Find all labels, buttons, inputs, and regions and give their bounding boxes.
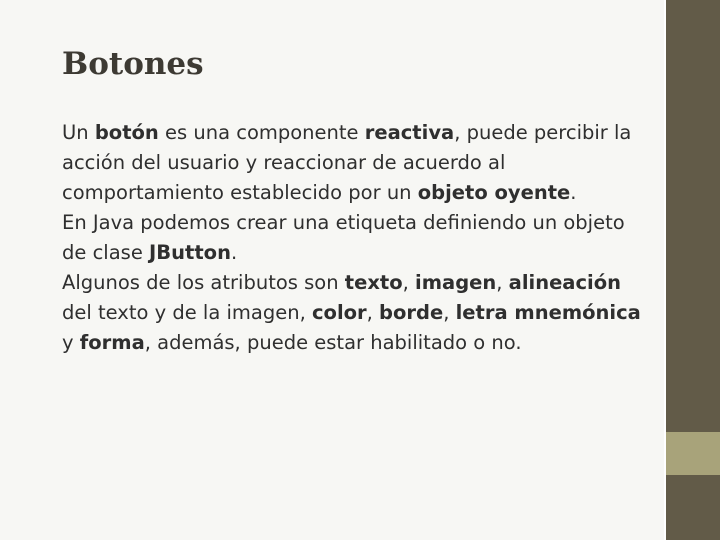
bold-text-segment: letra mnemónica <box>455 301 641 324</box>
text-segment: Un <box>62 121 95 144</box>
paragraph-2 <box>62 208 652 268</box>
text-segment: Algunos de los atributos son <box>62 271 345 294</box>
text-segment: , puede percibir la acción del usuario y reaccionar de acuerdo al comportamiento establecido por un <box>62 121 632 204</box>
bold-text-segment: alineación <box>508 271 621 294</box>
slide-body <box>62 118 652 358</box>
bold-text-segment: botón <box>94 121 159 144</box>
text-segment: En Java podemos crear una etiqueta definiendo un objeto de clase <box>62 211 625 264</box>
sidebar-dark-band <box>666 0 720 432</box>
bold-text-segment: objeto oyente <box>417 181 571 204</box>
text-segment: es una componente <box>158 121 365 144</box>
bold-text-segment: JButton <box>149 241 231 264</box>
text-segment: . <box>570 181 577 204</box>
text-segment: , <box>366 301 380 324</box>
text-segment: del texto y de la imagen, <box>62 301 312 324</box>
paragraph-3 <box>62 268 652 358</box>
bold-text-segment: texto <box>344 271 403 294</box>
text-segment: . <box>230 241 238 264</box>
text-segment: y <box>62 331 80 354</box>
slide-title: Botones <box>62 46 204 82</box>
bold-text-segment: color <box>311 301 367 324</box>
sidebar-bottom-band <box>666 475 720 540</box>
text-segment: , <box>496 271 509 294</box>
paragraph-1 <box>62 118 652 208</box>
bold-text-segment: imagen <box>415 271 497 294</box>
text-segment: , <box>443 301 456 324</box>
bold-text-segment: forma <box>79 331 145 354</box>
text-segment: , <box>402 271 416 294</box>
bold-text-segment: borde <box>379 301 444 324</box>
bold-text-segment: reactiva <box>364 121 455 144</box>
text-segment: , además, puede estar habilitado o no. <box>144 331 522 354</box>
sidebar-accent-band <box>666 432 720 475</box>
